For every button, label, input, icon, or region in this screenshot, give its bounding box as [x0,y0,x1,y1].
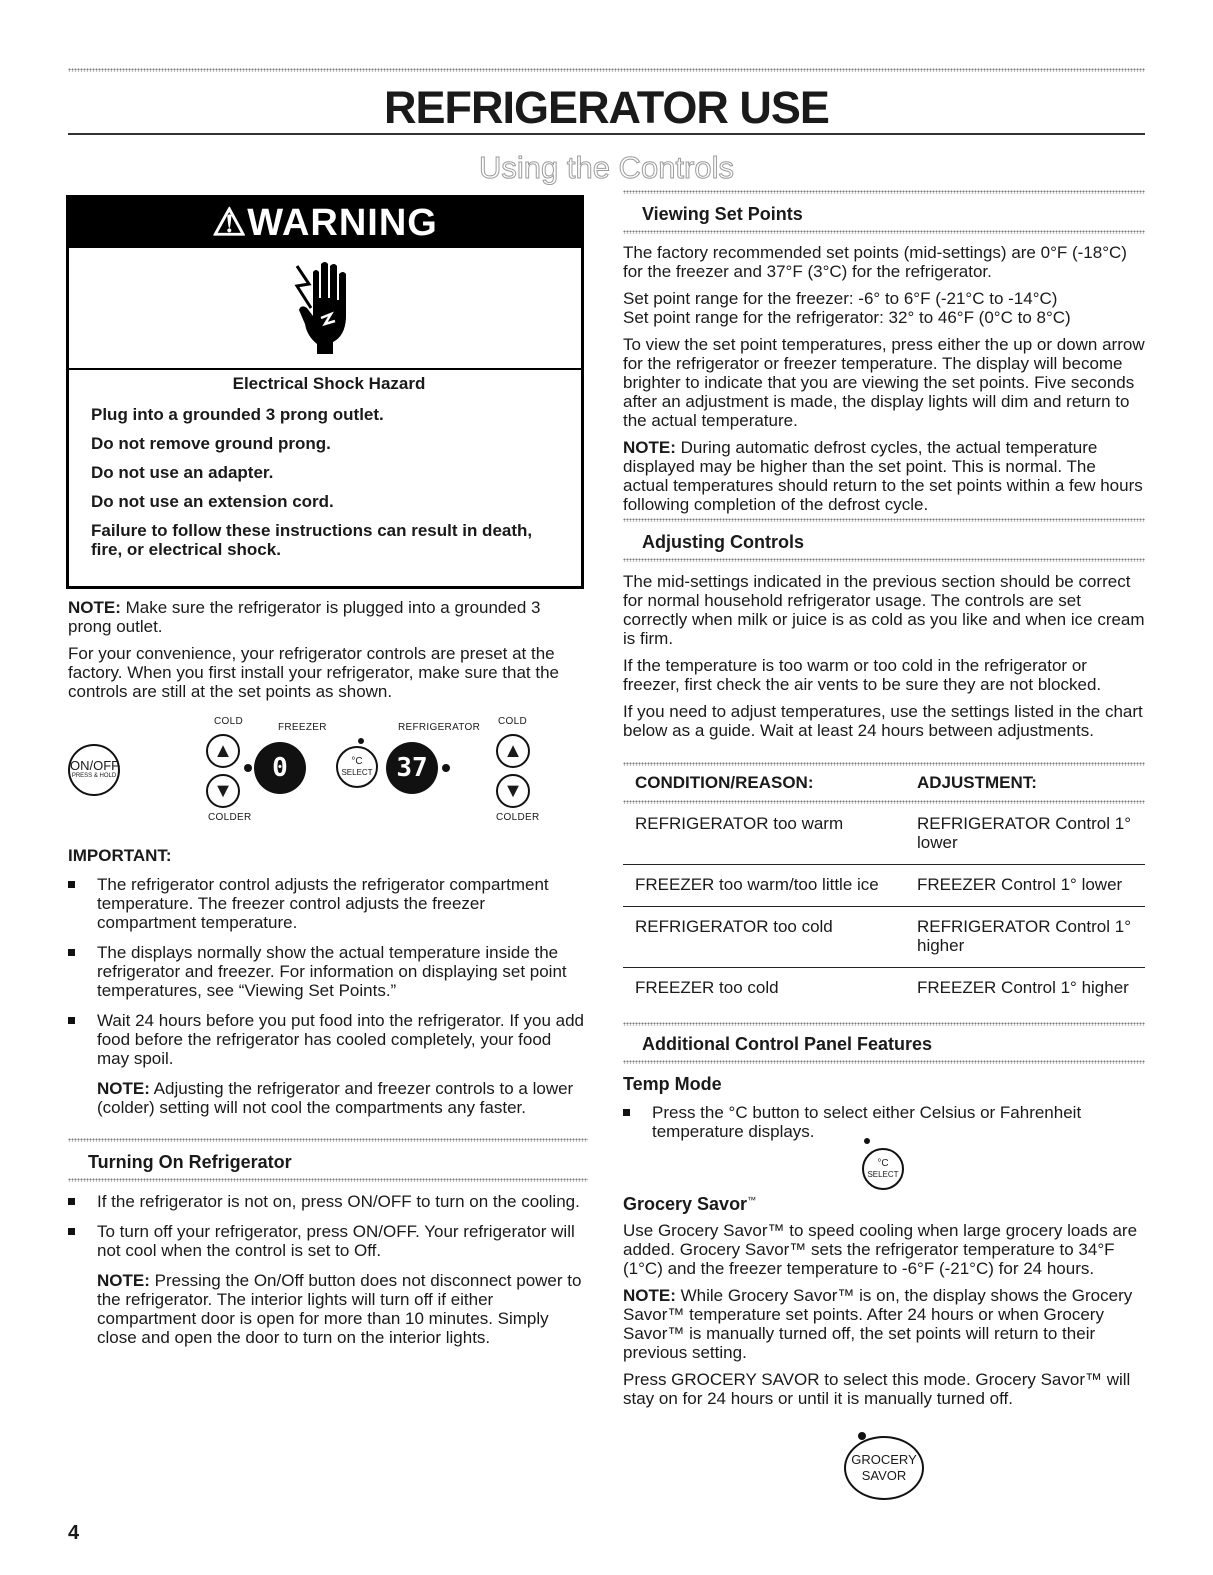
down-arrow-icon: ▼ [213,779,233,802]
table-col-condition: CONDITION/REASON: [635,773,814,792]
list-item: Press the °C button to select either Celsius or Fahrenheit temperature displays. [623,1103,1145,1141]
celsius-select-button[interactable] [862,1148,904,1190]
warning-hazard: Electrical Shock Hazard [232,374,426,393]
temp-mode-list [623,1103,1145,1141]
list-item: The refrigerator control adjusts the refrigerator compartment temperature. The freezer control adjusts the freezer compartment temperature. [68,875,588,932]
note-label: NOTE: [623,438,676,457]
dotted-rule [623,558,1145,562]
warning-heading: ⚠WARNING [69,198,581,248]
warning-line: Do not remove ground prong. [91,434,331,453]
refrigerator-display: 37 [386,742,438,794]
important-label: IMPORTANT: [68,846,172,865]
freezer-down-button[interactable] [206,774,240,808]
note-paragraph [623,1286,1145,1362]
important-section [68,846,588,1125]
warning-line: Do not use an extension cord. [91,492,334,511]
table-row [623,907,1145,968]
viewing-heading: Viewing Set Points [642,204,803,224]
viewing-range-freezer: Set point range for the freezer: -6° to 6°F (-21°C to -14°C) [623,289,1058,308]
select-label: SELECT [341,768,373,777]
table-cell-adjustment: FREEZER Control 1° lower [917,875,1123,894]
celsius-label: °C [351,756,363,767]
list-item: If the refrigerator is not on, press ON/OFF to turn on the cooling. [68,1192,588,1211]
table-cell-condition: REFRIGERATOR too cold [635,917,833,936]
table-row [623,804,1145,865]
list-item: Wait 24 hours before you put food into the refrigerator. If you add food before the refrigerator has cooled completely, your food may spoil. [68,1011,588,1068]
warning-line: Failure to follow these instructions can result in death, fire, or electrical shock. [91,521,533,559]
intro-paragraph: For your convenience, your refrigerator controls are preset at the factory. When you first install your refrigerator, make sure that the controls are still at the set points as shown. [68,644,559,701]
table-row [623,968,1145,1009]
table-cell-adjustment: REFRIGERATOR Control 1° lower [917,814,1131,852]
adjusting-section [623,572,1145,748]
adjustment-table [623,768,1145,1009]
viewing-range-refrigerator: Set point range for the refrigerator: 32° to 46°F (0°C to 8°C) [623,308,1071,327]
note-paragraph [68,1079,588,1117]
refrigerator-up-button[interactable] [496,734,530,768]
cold-right-label: COLD [498,716,527,727]
press-hold-label: PRESS & HOLD [71,773,117,779]
note-text: Make sure the refrigerator is plugged into a grounded 3 prong outlet. [68,598,541,636]
turning-on-heading: Turning On Refrigerator [88,1152,292,1172]
section-subtitle: Using the Controls [478,150,734,185]
indicator-dot [442,764,450,772]
note-label: NOTE: [68,598,121,617]
dotted-rule [623,190,1145,194]
adjusting-heading: Adjusting Controls [642,532,804,552]
note-label: NOTE: [623,1286,676,1305]
turning-on-section [68,1192,588,1355]
warning-line: Plug into a grounded 3 prong outlet. [91,405,384,424]
top-dotted-rule [68,68,1145,72]
note-text: Pressing the On/Off button does not disconnect power to the refrigerator. The interior lights will turn off if either compartment door is open for more than 10 minutes. Simply close and open the door to turn on the interior lights. [97,1271,582,1347]
grocery-savor-section [623,1194,1145,1416]
dotted-rule [623,230,1145,234]
turning-on-list [68,1192,588,1260]
colder-right-label: COLDER [496,812,540,823]
table-header [623,768,1145,798]
dotted-rule [623,1022,1145,1026]
viewing-paragraph: To view the set point temperatures, press either the up or down arrow for the refrigerator or freezer temperature. The display will become brighter to indicate that you are viewing the set points. Five seconds after an adjustment is made, the display lights will dim and return to the actual temperature. [623,335,1145,430]
control-panel-illustration [68,712,588,824]
note-text: During automatic defrost cycles, the actual temperature displayed may be higher than the set point. This is normal. The actual temperatures should return to the set points within a few hours following completion of the defrost cycle. [623,438,1143,514]
indicator-dot [244,764,252,772]
warning-box [66,195,584,589]
table-row [623,865,1145,907]
note-label: NOTE: [97,1079,150,1098]
celsius-label: °C [877,1158,889,1169]
grocery-paragraph: Press GROCERY SAVOR to select this mode. Grocery Savor™ will stay on for 24 hours or until it is manually turned off. [623,1370,1131,1408]
adjusting-paragraph: If you need to adjust temperatures, use the settings listed in the chart below as a guide. Wait at least 24 hours between adjustments. [623,702,1143,740]
onoff-label: ON/OFF [70,758,120,773]
refrigerator-label: REFRIGERATOR [398,722,481,733]
page-title: REFRIGERATOR USE [384,82,829,133]
dotted-rule [623,518,1145,522]
electrical-shock-hand-icon [275,258,375,366]
grocery-savor-button[interactable] [844,1436,924,1500]
note-paragraph [623,438,1145,514]
table-cell-adjustment: FREEZER Control 1° higher [917,978,1129,997]
dotted-rule [623,762,1145,766]
dotted-rule [623,800,1145,804]
grocery-savor-title: Grocery Savor [623,1194,748,1214]
refrigerator-down-button[interactable] [496,774,530,808]
up-arrow-icon: ▲ [213,739,233,762]
indicator-dot [358,738,364,744]
savor-button-label: SAVOR [861,1468,907,1483]
warning-body [91,374,567,569]
grocery-paragraph: Use Grocery Savor™ to speed cooling when large grocery loads are added. Grocery Savor™ sets the refrigerator temperature to 34°F (1°C) and the freezer temperature to -6°F (-21°C) for 24 hours. [623,1221,1138,1278]
trademark: ™ [747,1195,757,1205]
list-item: The displays normally show the actual temperature inside the refrigerator and freezer. For information on displaying set point temperatures, see “Viewing Set Points.” [68,943,588,1000]
title-rule [68,133,1145,135]
cold-left-label: COLD [214,716,243,727]
adjusting-paragraph: If the temperature is too warm or too cold in the refrigerator or freezer, first check the air vents to be sure they are not blocked. [623,656,1102,694]
warning-line: Do not use an adapter. [91,463,274,482]
dotted-rule [623,1060,1145,1064]
grocery-button-label: GROCERY [851,1452,917,1467]
note-paragraph [68,1271,588,1347]
onoff-button[interactable] [68,744,120,796]
freezer-display: 0 [254,742,306,794]
celsius-select-button[interactable] [336,746,378,788]
adjusting-paragraph: The mid-settings indicated in the previous section should be correct for normal household refrigerator usage. The controls are set correctly when milk or juice is as cold as you like and when ice cream is firm. [623,572,1145,648]
table-cell-condition: REFRIGERATOR too warm [635,814,844,833]
indicator-dot [864,1138,870,1144]
viewing-paragraph: The factory recommended set points (mid-settings) are 0°F (-18°C) for the freezer and 37°F (3°C) for the refrigerator. [623,243,1127,281]
table-cell-condition: FREEZER too cold [635,978,779,997]
important-list [68,875,588,1068]
freezer-up-button[interactable] [206,734,240,768]
up-arrow-icon: ▲ [503,739,523,762]
dotted-rule [68,1138,588,1142]
note-paragraph [68,598,588,636]
note-text: Adjusting the refrigerator and freezer controls to a lower (colder) setting will not cool the compartments any faster. [97,1079,574,1117]
grocery-savor-heading [623,1194,1145,1215]
table-cell-adjustment: REFRIGERATOR Control 1° higher [917,917,1131,955]
down-arrow-icon: ▼ [503,779,523,802]
temp-mode-section [623,1074,1145,1152]
temp-mode-heading: Temp Mode [623,1074,722,1094]
list-item: To turn off your refrigerator, press ON/OFF. Your refrigerator will not cool when the control is set to Off. [68,1222,588,1260]
left-intro [68,598,588,709]
table-col-adjustment: ADJUSTMENT: [917,773,1037,792]
freezer-label: FREEZER [278,722,327,733]
viewing-section [623,243,1145,522]
colder-left-label: COLDER [208,812,252,823]
warning-divider [69,368,581,370]
select-label: SELECT [867,1170,899,1179]
note-label: NOTE: [97,1271,150,1290]
dotted-rule [68,1178,588,1182]
page-number: 4 [68,1522,80,1544]
table-cell-condition: FREEZER too warm/too little ice [635,875,879,894]
note-text: While Grocery Savor™ is on, the display shows the Grocery Savor™ temperature set points. After 24 hours or when Grocery Savor™ is manually turned off, the set points will return to their previous setting. [623,1286,1133,1362]
additional-heading: Additional Control Panel Features [642,1034,933,1054]
